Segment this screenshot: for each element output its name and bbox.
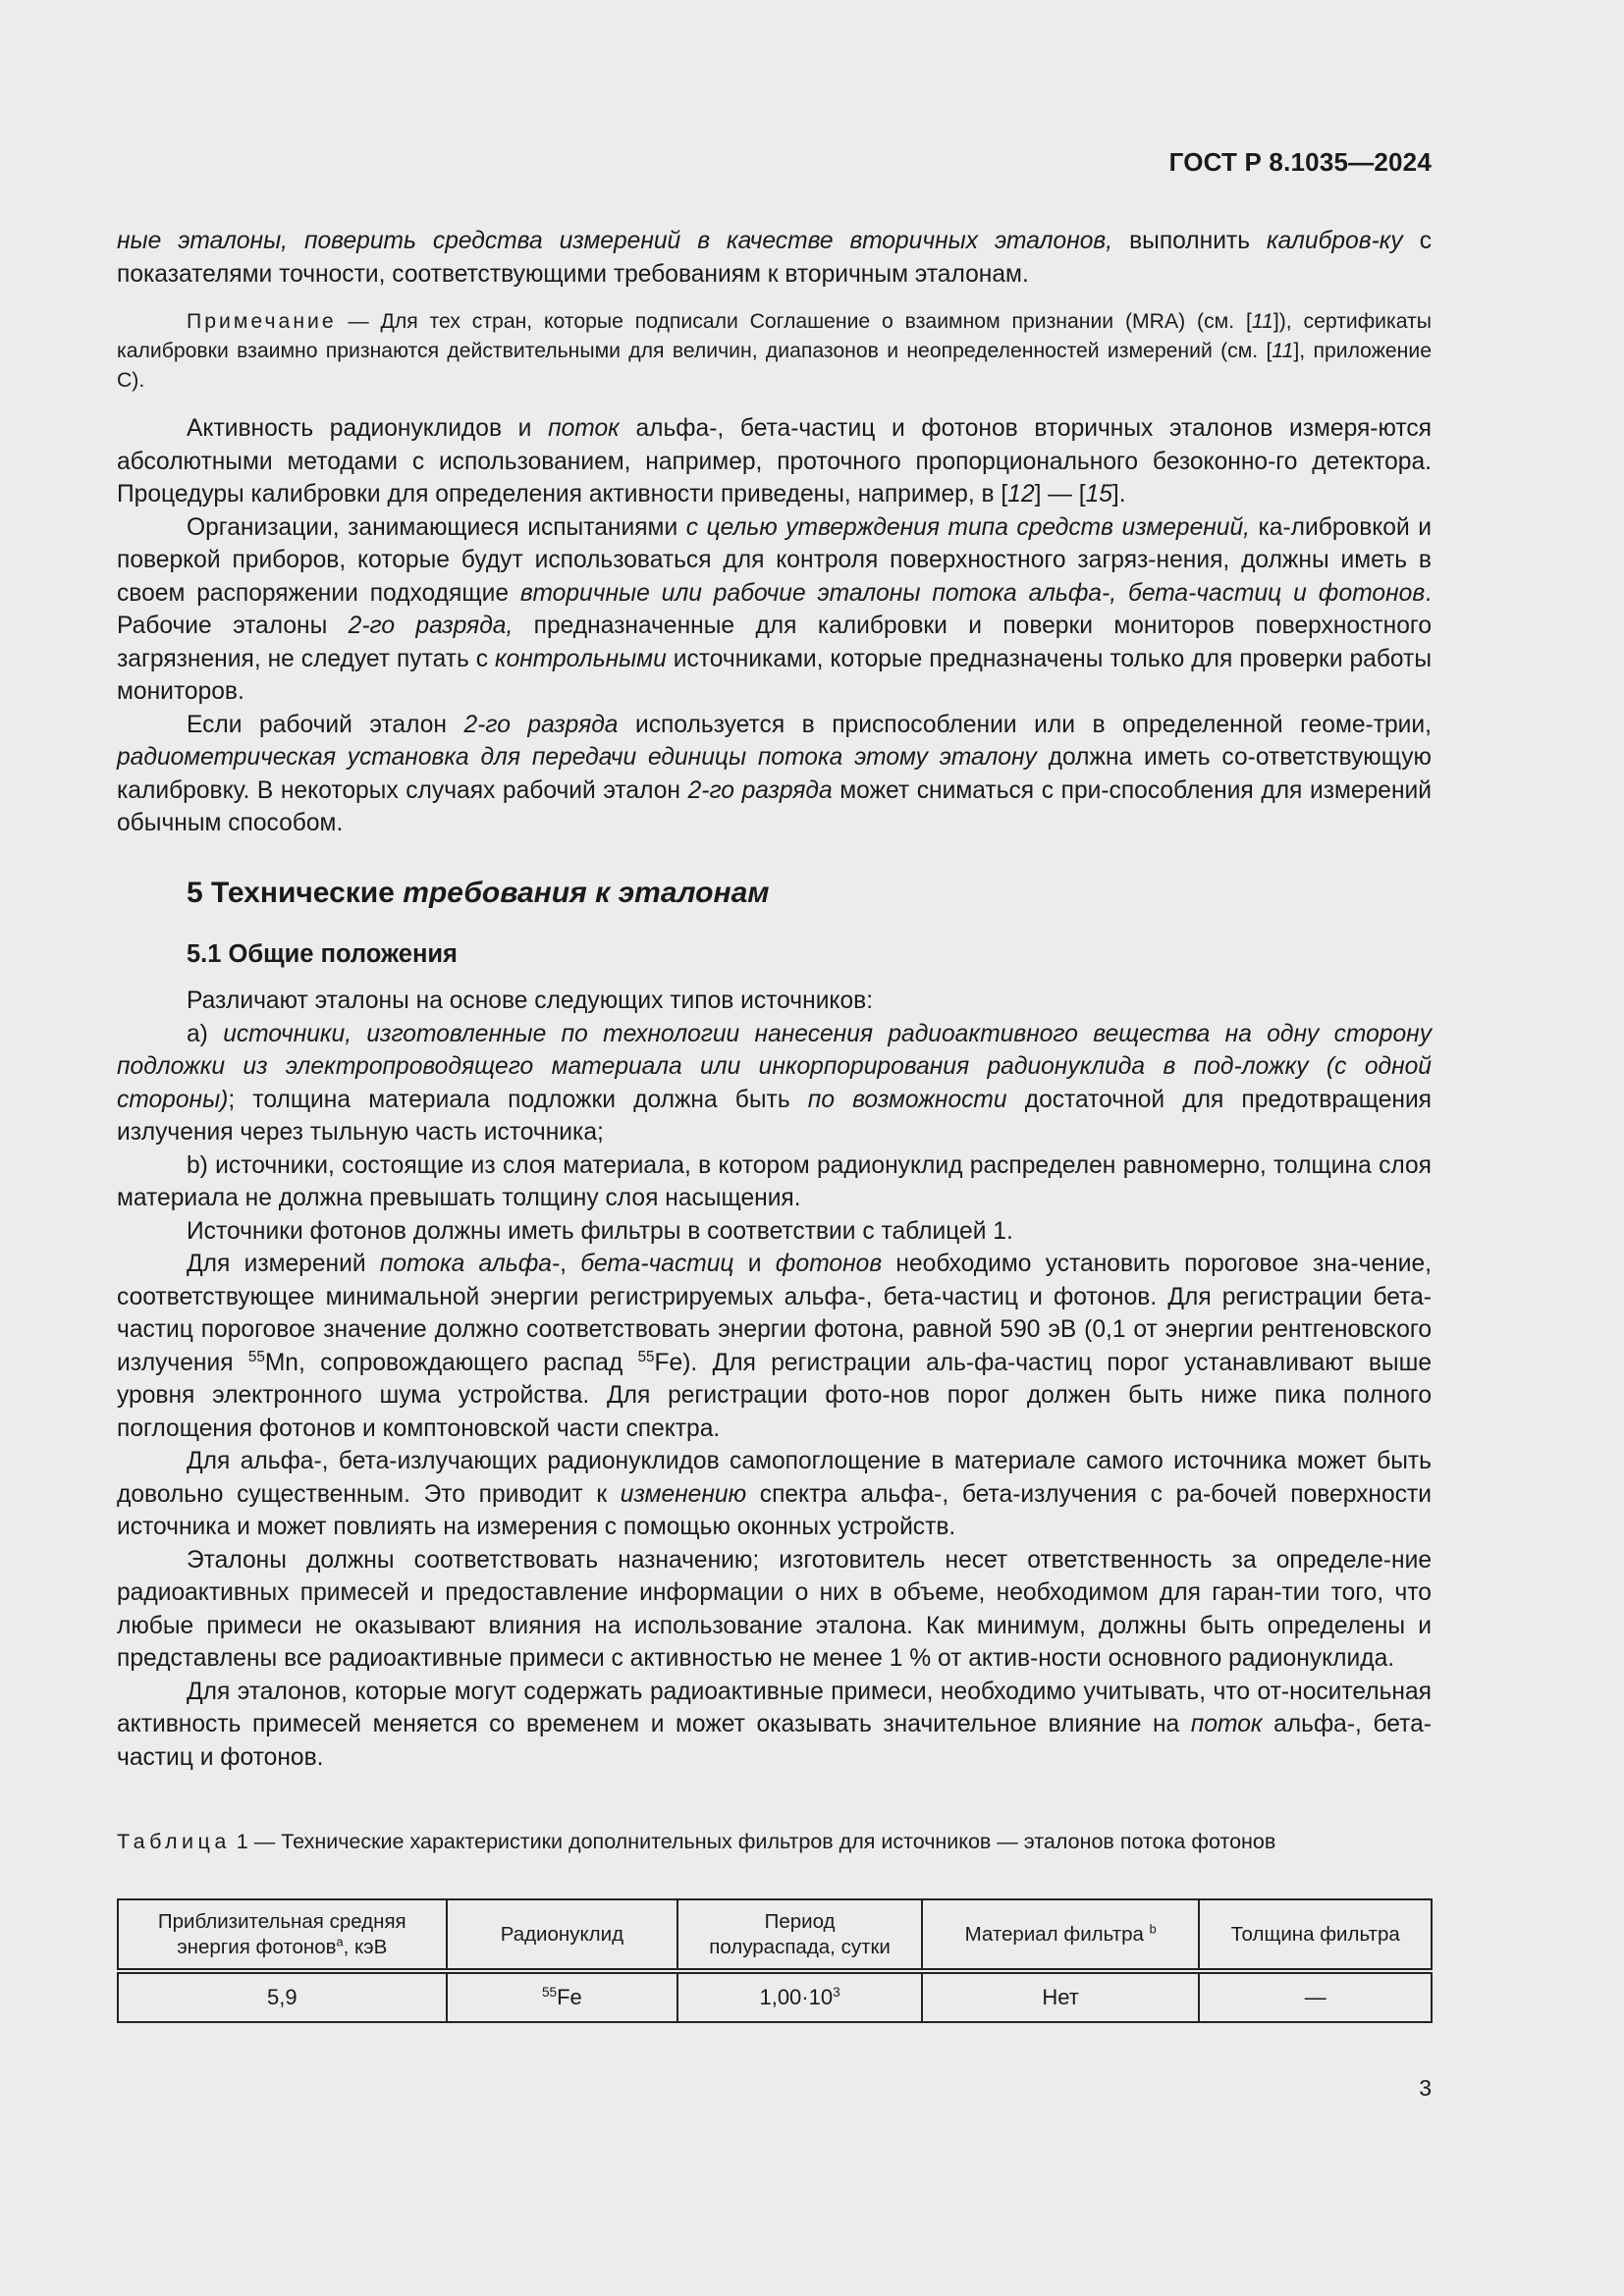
note-label: Примечание (187, 310, 337, 333)
paragraph-12: Для эталонов, которые могут содержать радиоактивные примеси, необходимо учитывать, что от-носительная активность примесей меняется со временем и может оказывать значительное влияние на поток альфа-, бета-частиц и фотонов. (117, 1678, 1432, 1771)
col-header-halflife: Период полураспада, сутки (677, 1899, 922, 1971)
cell-halflife: $1,00\cdot 10^3$ (677, 1971, 922, 2022)
col-header-energy: Приблизительная средняя энергия фотонов$^a$, кэВ (118, 1899, 447, 1971)
table-caption: Таблица 1 — Технические характеристики дополнительных фильтров для источников — эталонов потока фотонов (117, 1830, 1276, 1853)
filters-table (117, 1898, 1433, 2023)
col-header-nuclide: Радионуклид (447, 1899, 678, 1971)
paragraph-3: Организации, занимающиеся испытаниями с целью утверждения типа средств измерений, ка-либровкой и поверкой приборов, которые будут использоваться для контроля поверхностного загряз-нения, должны иметь в своем распоряжении подходящие вторичные или рабочие эталоны потока альфа-, бета-частиц и фотонов. Рабочие эталоны 2-го разряда, предназначенные для калибровки и поверки мониторов поверхностного загрязнения, не следует путать с контрольными источниками, которые предназначены только для проверки работы мониторов. (117, 513, 1433, 705)
section-5-heading: 5 Технические требования к эталонам (187, 877, 770, 909)
paragraph-10: Для альфа-, бета-излучающих радионуклидов самопоглощение в материале самого источника может быть довольно существенным. Это приводит к изменению спектра альфа-, бета-излучения с ра-бочей поверхности источника и может повлиять на измерения с помощью оконных устройств. (117, 1448, 1432, 1540)
list-item-b: b) источники, состоящие из слоя материала, в котором радионуклид распределен равномерно, толщина слоя материала не должна превышать толщину слоя насыщения. (117, 1151, 1432, 1211)
section-5-1-heading: 5.1 Общие положения (187, 940, 458, 968)
cell-material: Нет (922, 1971, 1199, 2022)
cell-thickness: — (1199, 1971, 1432, 2022)
col-header-filter-thickness: Толщина фильтра (1199, 1899, 1432, 1971)
document-page (117, 0, 1432, 2296)
list-item-a: а) источники, изготовленные по технологии нанесения радиоактивного вещества на одну сторону подложки из электропроводящего материала или инкорпорирования радионуклида в под-ложку (с одной стороны); толщина материала подложки должна быть по возможности достаточной для предотвращения излучения через тыльную часть источника; (117, 1020, 1433, 1146)
paragraph-11: Эталоны должны соответствовать назначению; изготовитель несет ответственность за определе-ние радиоактивных примесей и предоставление информации о них в объеме, необходимом для гаран-тии того, что любые примеси не оказывают влияния на использование эталона. Как минимум, должны быть определены и представлены все радиоактивные примеси с активностью не менее 1 % от актив-ности основного радионуклида. (117, 1546, 1432, 1672)
standard-code-header: ГОСТ Р 8.1035—2024 (1168, 147, 1432, 177)
paragraph-5: Различают эталоны на основе следующих типов источников: (187, 988, 874, 1014)
table-header-row (118, 1899, 1432, 1971)
paragraph-2: Активность радионуклидов и поток альфа-, бета-частиц и фотонов вторичных эталонов измеря-ются абсолютными методами с использованием, например, проточного пропорционального безоконно-го детектора. Процедуры калибровки для определения активности приведены, например, в [12] — [15]. (117, 415, 1432, 507)
page-number: 3 (1419, 2075, 1432, 2101)
cell-energy: 5,9 (118, 1971, 447, 2022)
cell-nuclide: $^{55}$Fe (447, 1971, 678, 2022)
paragraph-8: Источники фотонов должны иметь фильтры в соответствии с таблицей 1. (187, 1217, 1013, 1245)
table-row (118, 1971, 1432, 2022)
main-text-block-2 (117, 985, 1432, 1774)
col-header-filter-material: Материал фильтра $^b$ (922, 1899, 1199, 1971)
note-block: Примечание — Для тех стран, которые подписали Соглашение о взаимном признании (MRA) (см. [11]), сертификаты калибровки взаимно признаются действительными для величин, диапазонов и неопределенностей измерений (см. [11], приложение С). (117, 310, 1432, 392)
main-text-block-1 (117, 412, 1432, 840)
paragraph-4: Если рабочий эталон 2-го разряда используется в приспособлении или в определенной геоме-трии, радиометрическая установка для передачи единицы потока этому эталону должна иметь со-ответствующую калибровку. В некоторых случаях рабочий эталон 2-го разряда может сниматься с при-способления для измерений обычным способом. (117, 711, 1432, 836)
paragraph-1: ные эталоны, поверить средства измерений в качестве вторичных эталонов, выполнить калибров-ку с показателями точности, соответствующими требованиям к вторичным эталонам. (117, 228, 1432, 288)
paragraph-9: Для измерений потока альфа-, бета-частиц и фотонов необходимо установить пороговое зна-чение, соответствующее минимальной энергии регистрируемых альфа-, бета-частиц и фотонов. Для регистрации бета-частиц пороговое значение должно соответствовать энергии фотона, равной 590 эВ (0,1 от энергии рентгеновского излучения $^{55}$Mn, сопровождающего распад $^{55}$Fe). Для регистрации аль-фа-частиц порог устанавливают выше уровня электронного шума устройства. Для регистрации фото-нов порог должен быть ниже пика полного поглощения фотонов и комптоновской части спектра. (117, 1251, 1432, 1442)
